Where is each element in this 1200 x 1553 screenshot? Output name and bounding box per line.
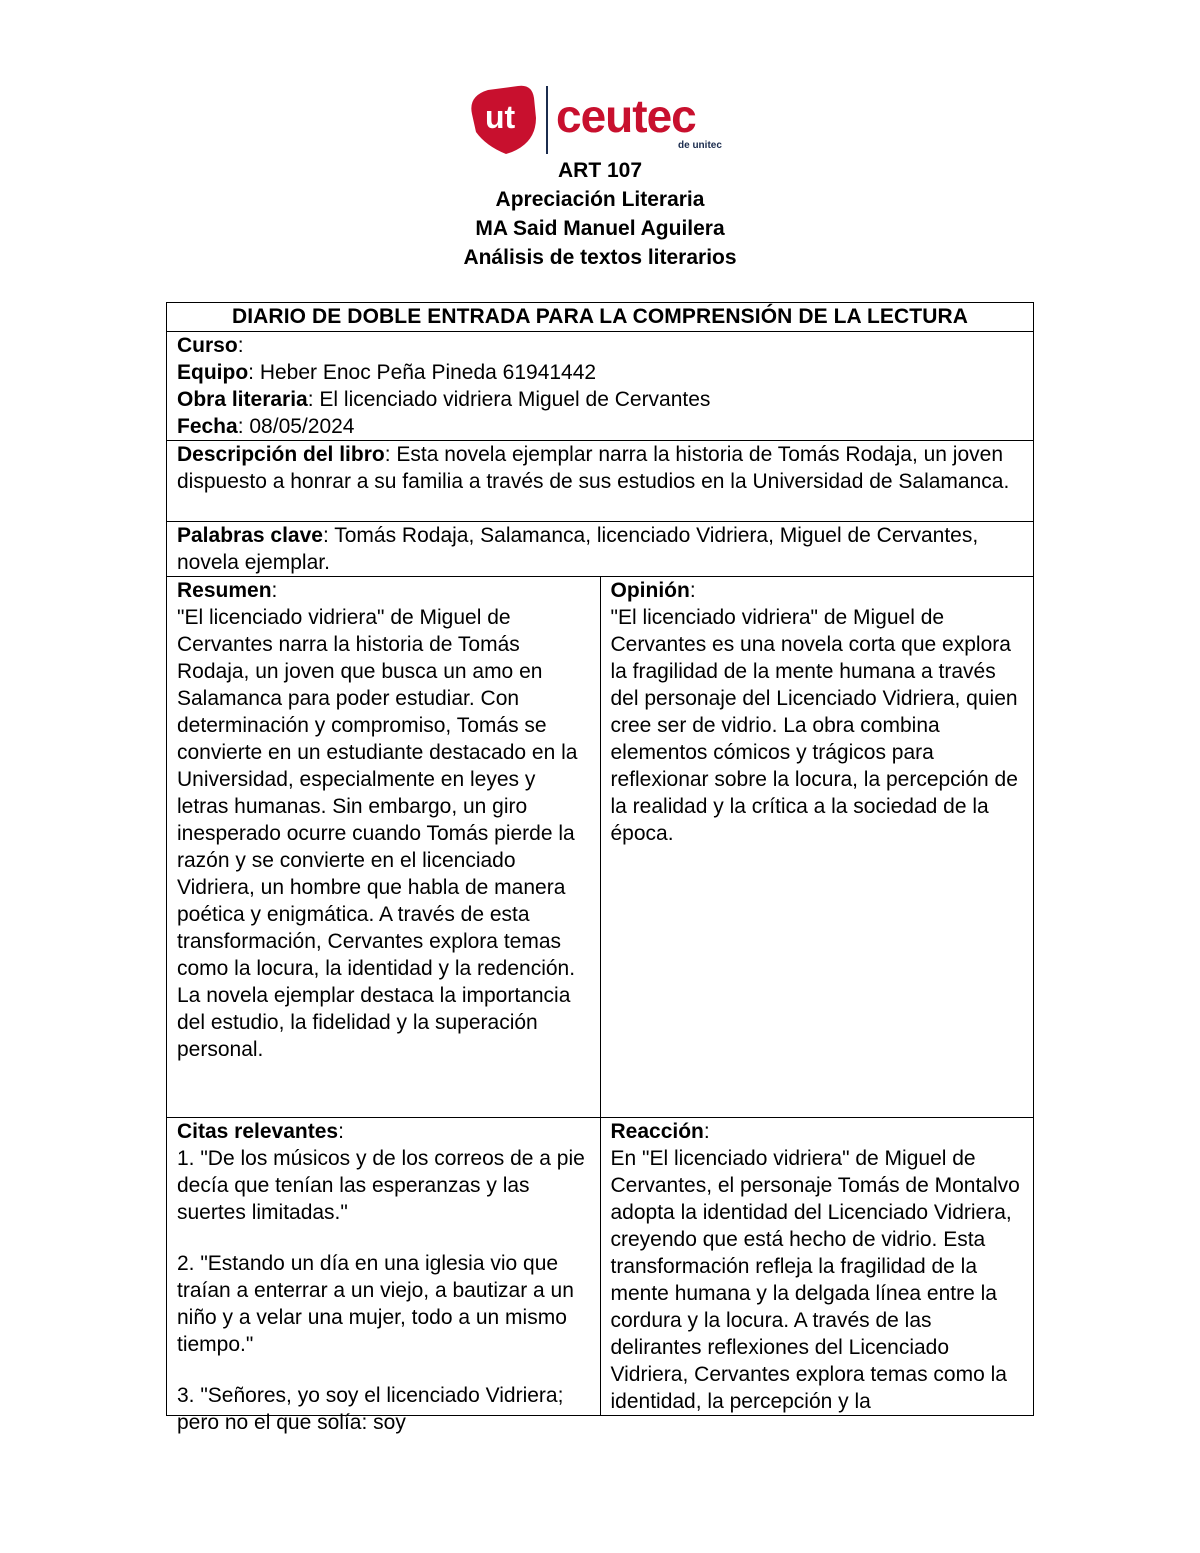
course-code: ART 107 [557, 159, 643, 182]
descripcion-text: Esta novela ejemplar narra la historia de Tomás Rodaja, un joven dispuesto a honrar a su familia a través de sus estudios en la Universidad de Salamanca. [177, 443, 1010, 493]
palabras-cell: Palabras clave: Tomás Rodaja, Salamanca, licenciado Vidriera, Miguel de Cervantes, novela ejemplar. [167, 522, 1034, 577]
course-name: Apreciación Literaria [495, 188, 705, 211]
palabras-row [167, 522, 1034, 577]
citas-label: Citas relevantes [177, 1120, 339, 1143]
palabras-label: Palabras clave [177, 524, 323, 547]
palabras-text: Tomás Rodaja, Salamanca, licenciado Vidriera, Miguel de Cervantes, novela ejemplar. [177, 524, 979, 574]
teacher-name: MA Said Manuel Aguilera [475, 217, 725, 240]
citas-reaccion-row [167, 1118, 1034, 1416]
fecha-value: 08/05/2024 [249, 415, 355, 438]
document-topic: Análisis de textos literarios [463, 246, 737, 269]
reaccion-label: Reacción [610, 1120, 704, 1143]
cita-item: 3. "Señores, yo soy el licenciado Vidriera; pero no el que solía: soy [177, 1384, 564, 1434]
resumen-label: Resumen [177, 579, 272, 602]
equipo-line: Equipo: Heber Enoc Peña Pineda 61941442 [177, 361, 597, 384]
table-title-row [167, 303, 1034, 332]
fecha-label: Fecha [177, 415, 238, 438]
citas-cell [167, 1118, 601, 1434]
obra-value: El licenciado vidriera Miguel de Cervantes [319, 388, 711, 411]
opinion-text: "El licenciado vidriera" de Miguel de Cervantes es una novela corta que explora la fragilidad de la mente humana a través del personaje del Licenciado Vidriera, quien cree ser de vidrio. La obra combina elementos cómicos y trágicos para reflexionar sobre la locura, la percepción de la realidad y la crítica a la sociedad de la época. [610, 606, 1018, 845]
descripcion-cell: Descripción del libro: Esta novela ejemplar narra la historia de Tomás Rodaja, un joven dispuesto a honrar a su familia a través de sus estudios en la Universidad de Salamanca. [167, 441, 1034, 522]
descripcion-label: Descripción del libro [177, 443, 385, 466]
equipo-value: Heber Enoc Peña Pineda 61941442 [259, 361, 597, 384]
table-title: DIARIO DE DOBLE ENTRADA PARA LA COMPRENSIÓN DE LA LECTURA [167, 303, 1034, 332]
reaccion-text: En "El licenciado vidriera" de Miguel de Cervantes, el personaje Tomás de Montalvo adopta la identidad del Licenciado Vidriera, creyendo que está hecho de vidrio. Esta transformación refleja la fragilidad de la mente humana y la delgada línea entre la cordura y la locura. A través de las delirantes reflexiones del Licenciado Vidriera, Cervantes explora temas como la identidad, la percepción y la [610, 1147, 1020, 1413]
equipo-label: Equipo [177, 361, 249, 384]
descripcion-row [167, 441, 1034, 522]
obra-label: Obra literaria [177, 388, 308, 411]
resumen-opinion-row [167, 577, 1034, 1118]
fecha-line: Fecha: 08/05/2024 [177, 415, 355, 438]
logo-divider [546, 86, 548, 154]
curso-line: Curso: [177, 334, 244, 357]
ceutec-logo [466, 84, 736, 156]
resumen-text: "El licenciado vidriera" de Miguel de Cervantes narra la historia de Tomás Rodaja, un joven que busca un amo en Salamanca para poder estudiar. Con determinación y compromiso, Tomás se convierte en un estudiante destacado en la Universidad, especialmente en leyes y letras humanas. Sin embargo, un giro inesperado ocurre cuando Tomás pierde la razón y se convierte en el licenciado Vidriera, un hombre que habla de manera poética y enigmática. A través de esta transformación, Cervantes explora temas como la locura, la identidad y la redención. La novela ejemplar destaca la importancia del estudio, la fidelidad y la superación personal. [177, 606, 578, 1061]
logo-brand-text: ceutec [556, 90, 696, 142]
logo-mark-text: ut [485, 99, 516, 135]
document-header [0, 156, 1200, 272]
cita-item: 1. "De los músicos y de los correos de a pie decía que tenían las esperanzas y las suertes limitadas." [177, 1147, 585, 1224]
double-entry-journal-table [166, 302, 1034, 1434]
info-cell [167, 332, 1034, 441]
logo-sub-text: de unitec [678, 140, 722, 151]
obra-line: Obra literaria: El licenciado vidriera Miguel de Cervantes [177, 388, 711, 411]
opinion-cell: Opinión: "El licenciado vidriera" de Miguel de Cervantes es una novela corta que explora la fragilidad de la mente humana a través del personaje del Licenciado Vidriera, quien cree ser de vidrio. La obra combina elementos cómicos y trágicos para reflexionar sobre la locura, la percepción de la realidad y la crítica a la sociedad de la época. [600, 577, 1034, 1118]
cita-item: 2. "Estando un día en una iglesia vio que traían a enterrar a un viejo, a bautizar a un niño y a velar una mujer, todo a un mismo tiempo." [177, 1252, 574, 1356]
curso-label: Curso [177, 334, 238, 357]
info-row [167, 332, 1034, 441]
resumen-cell: Resumen: "El licenciado vidriera" de Miguel de Cervantes narra la historia de Tomás Rodaja, un joven que busca un amo en Salamanca para poder estudiar. Con determinación y compromiso, Tomás se convierte en un estudiante destacado en la Universidad, especialmente en leyes y letras humanas. Sin embargo, un giro inesperado ocurre cuando Tomás pierde la razón y se convierte en el licenciado Vidriera, un hombre que habla de manera poética y enigmática. A través de esta transformación, Cervantes explora temas como la locura, la identidad y la redención. La novela ejemplar destaca la importancia del estudio, la fidelidad y la superación personal. [167, 577, 601, 1118]
reaccion-content: Reacción: En "El licenciado vidriera" de Miguel de Cervantes, el personaje Tomás de Montalvo adopta la identidad del Licenciado Vidriera, creyendo que está hecho de vidrio. Esta transformación refleja la fragilidad de la mente humana y la delgada línea entre la cordura y la locura. A través de las delirantes reflexiones del Licenciado Vidriera, Cervantes explora temas como la identidad, la percepción y la [611, 1118, 1024, 1415]
opinion-label: Opinión [610, 579, 690, 602]
citas-content: Citas relevantes: 1. "De los músicos y de los correos de a pie decía que tenían las esperanzas y las suertes limitadas." 2. "Estando un día en una iglesia vio que traían a enterrar a un viejo, a bautizar a un niño y a velar una mujer, todo a un mismo tiempo." 3. "Señores, yo soy el licenciado Vidriera; pero no el que solía: soy [177, 1118, 590, 1415]
reaccion-cell [600, 1118, 1034, 1416]
